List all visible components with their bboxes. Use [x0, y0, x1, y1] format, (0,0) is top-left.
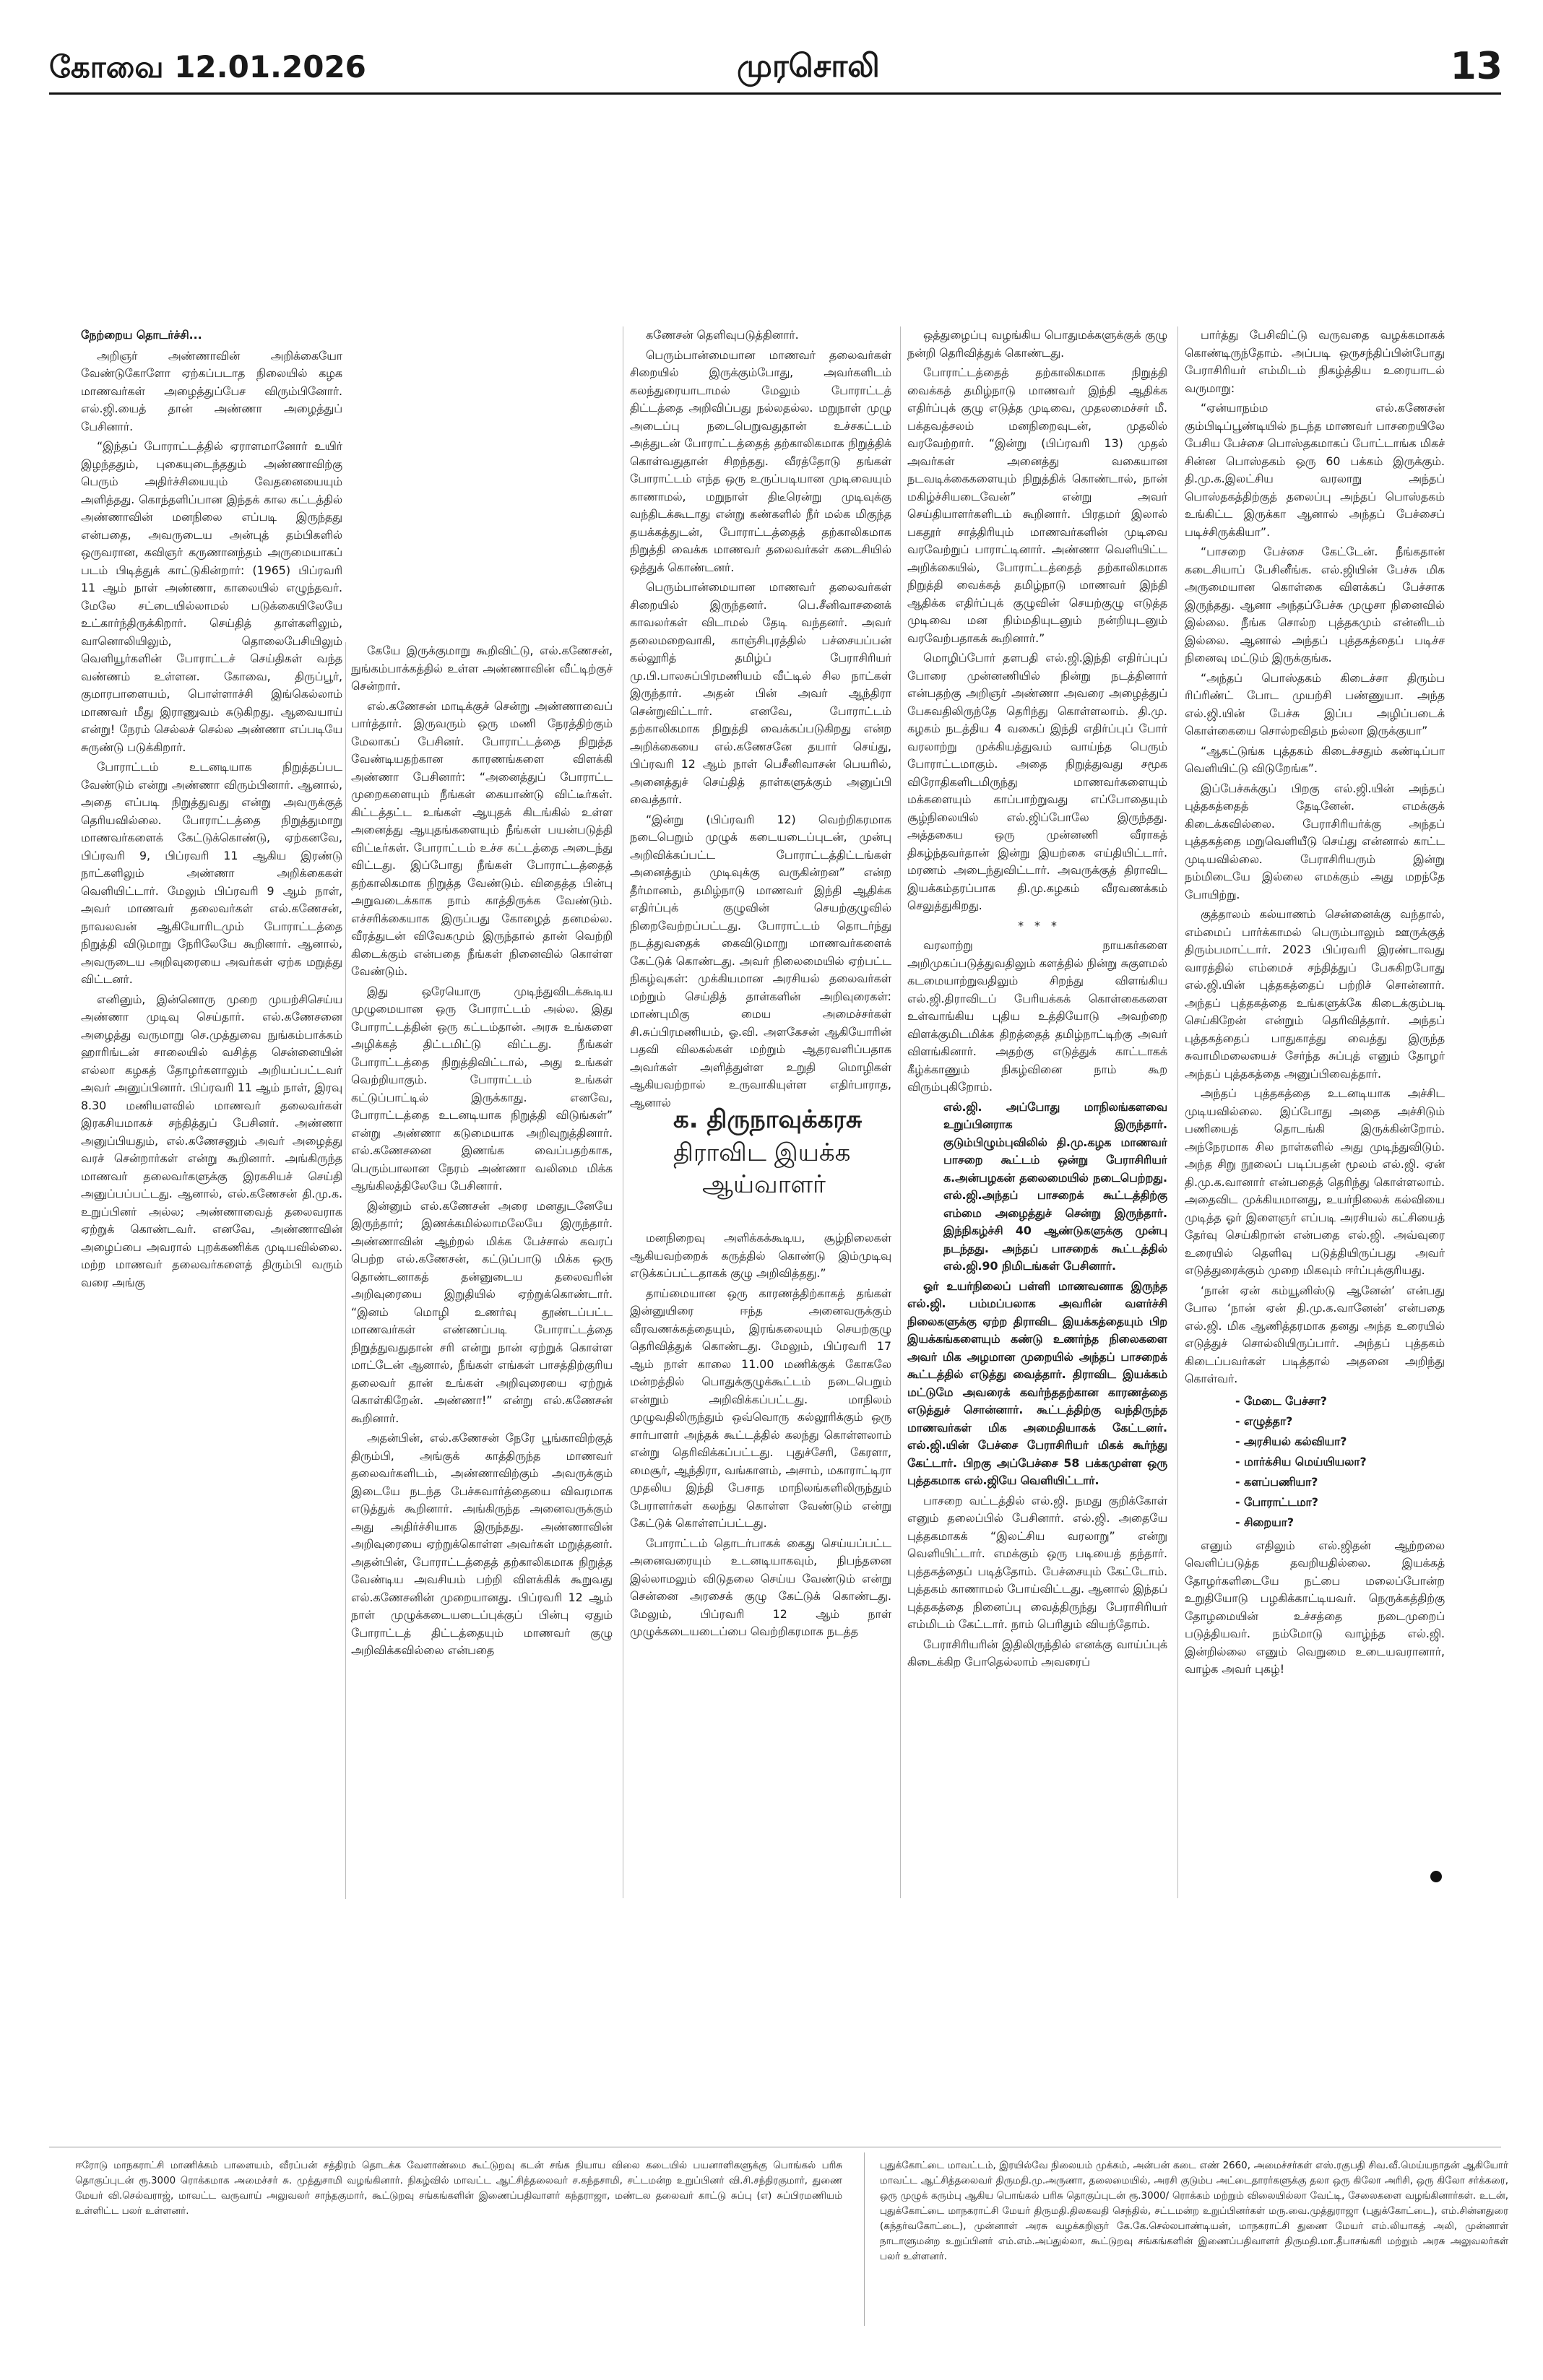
paragraph: கேயே இருக்குமாறு கூறிவிட்டு, எல்.கணேசன், நுங்கம்பாக்கத்தில் உள்ள அண்ணாவின் வீட்டிற்குச் சென்றார்.	[351, 644, 613, 693]
column-divider	[345, 642, 346, 1899]
closing-paragraph: எனும் எதிலும் எல்.ஜிதன் ஆற்றலை வெளிப்படுத்த தவறியதில்லை. இயக்கத் தோழர்களிடையே நட்பை மலைப்போன்ற உறுதியோடு பழகிக்காட்டியவர். நெருக்கத்திற்கு தோழமையின் உச்சத்தை நடைமுறைப் படுத்தியவர். நம்மோடு வாழ்ந்த எல்.ஜி. இன்றில்லை எனும் வெறுமை உடையவரானார், வாழ்க அவர் புகழ்!	[1185, 1538, 1445, 1676]
paragraph: அதன்பின், எல்.கணேசன் நேரே பூங்காவிற்குத் திரும்பி, அங்குக் காத்திருந்த மாணவர் தலைவர்களிடம், அண்ணாவிற்கும் அவருக்கும் இடையே நடந்த பேச்சுவார்த்தையை விவரமாக எடுத்துக் கூறினார். அங்கிருந்த அனைவருக்கும் அது அதிர்ச்சியாக இருந்தது. அண்ணாவின் அறிவுரையை ஏற்றுக்கொள்ள அவர்கள் மறுத்தனர். அதன்பின், போராட்டத்தைத் தற்காலிகமாக நிறுத்த வேண்டிய அவசியம் பற்றி விளக்கிக் கூறுவது எல்.கணேசனின் முறையானது. பிப்ரவரி 12 ஆம் நாள் முழுக்கடையடைப்புக்குப் பின்பு ஏதும் போராட்டத் திட்டத்தையும் மாணவர் குழு அறிவிக்கவில்லை என்பதை	[351, 1431, 613, 1657]
question-list	[1185, 1391, 1445, 1533]
photo-caption-pudukkottai: புதுக்கோட்டை மாவட்டம், இரயில்வே நிலையம் முக்கம், அன்பன் கடை எண் 2660, அமைச்சர்கள் எஸ்.ரகுபதி சிவ.வீ.மெய்யநாதன் ஆகியோர் மாவட்ட ஆட்சித்தலைவர் திருமதி.மு.அருணா, தலைமையில், அரசி குடும்ப அட்டைதாரர்களுக்கு தலா ஒரு கிலோ அரிசி, ஒரு கிலோ சர்க்கரை, ஒரு முழுக் கரும்பு ஆகிய பொங்கல் பரிசு தொகுப்புடன் ரூ.3000/ ரொக்கம் மற்றும் விலையில்லா வேட்டி, சேலைகளை வழங்கினார்கள். உடன், புதுக்கோட்டை மாநகராட்சி மேயர் திருமதி.திலகவதி செந்தில், சட்டமன்ற உறுப்பினர்கள் மரு.வை.முத்துராஜா (புதுக்கோட்டை), எம்.சின்னதுரை (கந்தர்வகோட்டை), முன்னாள் அரசு வழக்கறிஞர் கே.கே.செல்லபாண்டியன், மாநகராட்சி துணை மேயர் எம்.லியாகத் அலி, முன்னாள் நாடாளுமன்ற உறுப்பினர் எம்.எம்.அப்துல்லா, கூட்டுறவு சங்கங்களின் இணைப்பதிவாளர் திருமதி.மா.தீபாசங்கரி மற்றும் அரசு அலுவலர்கள் பலர் உள்ளனர்.	[880, 2160, 1508, 2262]
article-column-1	[81, 326, 342, 1898]
paragraph: போராட்டம் உடனடியாக நிறுத்தப்பட வேண்டும் என்று அண்ணா விரும்பினார். ஆனால், அதை எப்படி நிறுத்துவது என்று அவருக்குத் தெரியவில்லை. போராட்டத்தை நிறுத்துமாறு மாணவர்களைக் கேட்டுக்கொண்டு, ஏற்கனவே, பிப்ரவரி 9, பிப்ரவரி 11 ஆகிய இரண்டு நாட்களிலும் அண்ணா அறிக்கைகள் வெளியிட்டார். மேலும் பிப்ரவரி 9 ஆம் நாள், அவர் மாணவர் தலைவர்கள் எல்.கணேசன், நாவலவன் ஆகியோரிடமும் போராட்டத்தை நிறுத்தி விடுமாறு நேரிலேயே கூறினார். ஆனால், அவருடைய அறிவுரையை அவர்கள் ஏற்க மறுத்து விட்டனர்.	[81, 760, 342, 986]
paragraph: “இன்று (பிப்ரவரி 12) வெற்றிகரமாக நடைபெறும் முழுக் கடையடைப்புடன், முன்பு அறிவிக்கப்பட்ட போராட்டத்திட்டங்கள் அனைத்தும் முடிவுக்கு வருகின்றன” என்ற தீர்மானம், தமிழ்நாடு மாணவர் இந்தி ஆதிக்க எதிர்ப்புக் குழுவின் செயற்குழுவில் நிறைவேற்றப்பட்டது. போராட்டம் தொடர்ந்து நடத்துவதைக் கைவிடுமாறு மாணவர்களைக் கேட்டுக் கொண்டது. அவர் நிலைமையில் ஏற்பட்ட நிகழ்வுகள்: முக்கியமான அரசியல் தலைவர்கள் மற்றும் செய்தித் தாள்களின் அறிவுரைகள்: மாண்புமிகு மைய அமைச்சர்கள் சி.சுப்பிரமணியம், ஓ.வி. அளகேசன் ஆகியோரின் பதவி விலகல்கள் மற்றும் ஆதரவளிப்பதாக அவர்கள் அளித்துள்ள உறுதி மொழிகள் ஆகியவற்றால் உருவாகியுள்ள எதிர்பாராத, ஆனால்	[630, 812, 891, 1109]
list-item: - அரசியல் கல்வியா?	[1235, 1434, 1347, 1448]
author-byline	[673, 1104, 890, 1200]
header-rule	[49, 92, 1501, 95]
paragraph: ஒத்துழைப்பு வழங்கிய பொதுமக்களுக்குக் குழு நன்றி தெரிவித்துக் கொண்டது.	[907, 328, 1167, 360]
paragraph: அந்தப் புத்தகத்தை உடனடியாக அச்சிட முடியவில்லை. இப்போது அதை அச்சிடும் பணியைத் தொடங்கி இருக்கின்றோம். அந்நேரமாக சில நாள்களில் அது முடிந்துவிடும். அந்த சிறு நூலைப் படிப்பதன் மூலம் எல்.ஜி. ஏன் தி.மு.க.வானார் என்பதைத் தெரிந்து கொள்ளலாம். அதைவிட முக்கியமானது, உயர்நிலைக் கல்வியை முடித்த ஓர் இளைஞர் எப்படி அரசியல் கட்சியைத் தேர்வு செய்கிறான் என்பதை எல்.ஜி. அவ்வுரை உரையில் தெளிவு படுத்தியிருப்பது அவர் எடுத்துரைக்கும் முறை மிகவும் ஈர்ப்புக்குரியது.	[1185, 1086, 1445, 1277]
photo-caption-erode: ஈரோடு மாநகராட்சி மாணிக்கம் பாளையம், வீரப்பன் சத்திரம் தொடக்க வேளாண்மை கூட்டுறவு கடன் சங்க நியாய விலை கடையில் பயனாளிகளுக்கு பொங்கல் பரிசு தொகுப்புடன் ரூ.3000 ரொக்கமாக அமைச்சர் சு. முத்துசாமி வழங்கினார். நிகழ்வில் மாவட்ட ஆட்சித்தலைவர் ச.கந்தசாமி, சட்டமன்ற உறுப்பினர் வி.சி.சந்திரகுமார், துணை மேயர் வி.செல்வராஜ், மாவட்ட வருவாய் அலுவலர் சாந்தகுமார், கூட்டுறவு சங்கங்களின் இணைப்பதிவாளர் கந்தராஜா, மண்டல தலைவர் காட்டு சுப்பு (எ) சுப்பிரமணியம் உள்ளிட்ட பலர் உள்ளனர்.	[75, 2160, 842, 2217]
paragraph: தாய்மையான ஒரு காரணத்திற்காகத் தங்கள் இன்னுயிரை ஈந்த அனைவருக்கும் வீரவணக்கத்தையும், இரங்கலையும் செயற்குழு தெரிவித்துக் கொண்டது. மேலும், பிப்ரவரி 17 ஆம் நாள் காலை 11.00 மணிக்குக் கோகலே மன்றத்தில் பொதுக்குழுக்கூட்டம் நடைபெறும் என்றும் அறிவிக்கப்பட்டது. மாநிலம் முழுவதிலிருந்தும் ஒவ்வொரு கல்லூரிக்கும் ஒரு சார்பாளர் அந்தக் கூட்டத்தில் கலந்து கொள்ளலாம் என்று தெரிவிக்கப்பட்டது. புதுச்சேரி, கேரளா, மைசூர், ஆந்திரா, வங்காளம், அசாம், மகாராட்டிரா முதலிய இந்தி பேசாத மாநிலங்களிலிருந்தும் பேராளர்கள் கலந்து கொள்ள வேண்டும் என்று கேட்டுக் கொள்ளப்பட்டது.	[630, 1286, 891, 1530]
paragraph: பாசறை வட்டத்தில் எல்.ஜி. நமது குறிக்கோள் எனும் தலைப்பில் பேசினார். எல்.ஜி. அதையே புத்தகமாகக் “இலட்சிய வரலாறு” என்று வெளியிட்டார். எமக்கும் ஒரு படியைத் தந்தார். புத்தகத்தைப் படித்தோம். பேச்சையும் கேட்டோம். புத்தகம் காணாமல் போய்விட்டது. ஆனால் இந்தப் புத்தகத்தை நினைப்பு வைத்திருந்து பேராசிரியர் எம்மிடம் கேட்டார். நாம் பெரிதும் வியந்தோம்.	[907, 1493, 1167, 1631]
list-item: - மார்க்சிய மெய்யியலா?	[1235, 1454, 1367, 1468]
paragraph: எல்.கணேசன் மாடிக்குச் சென்று அண்ணாவைப் பார்த்தார். இருவரும் ஒரு மணி நேரத்திற்கும் மேலாகப் பேசினர். போராட்டத்தை நிறுத்த வேண்டியதற்கான காரணங்களை விளக்கி அண்ணா பேசினார்: “அனைத்துப் போராட்ட முறைகளையும் நீங்கள் கையாண்டு விட்டீர்கள். கிட்டத்தட்ட உங்கள் ஆயுதக் கிடங்கில் உள்ள அனைத்து ஆயுதங்களையும் நீங்கள் பயன்படுத்தி விட்டீர்கள். போராட்டம் உச்ச கட்டத்தை அடைந்து விட்டது. இப்போது நீங்கள் போராட்டத்தைத் தற்காலிகமாக நிறுத்த வேண்டும். விதைத்த பின்பு அறுவடைக்காக நாம் காத்திருக்க வேண்டும். எச்சரிக்கையாக இருப்பது கோழைத் தனமல்ல. வீரத்துடன் விவேகமும் இருந்தால் தான் வெற்றி கிடைக்கும் என்பதை நீங்கள் நினைவில் கொள்ள வேண்டும்.	[351, 698, 613, 978]
paragraph: போராட்டம் தொடர்பாகக் கைது செய்யப்பட்ட அனைவரையும் உடனடியாகவும், நிபந்தனை இல்லாமலும் விடுதலை செய்ய வேண்டும் என்று சென்னை அரசைக் குழு கேட்டுக் கொண்டது. மேலும், பிப்ரவரி 12 ஆம் நாள் முழுக்கடையடைப்பை வெற்றிகரமாக நடத்த	[630, 1536, 891, 1638]
paragraph: வரலாற்று நாயகர்களை அறிமுகப்படுத்துவதிலும் களத்தில் நின்று சுகுளமல் கடமையாற்றுவதிலும் சிறந்து விளங்கிய எல்.ஜி.திராவிடப் பேரியக்கக் கொள்கைகளை உள்வாங்கிய புதிய உத்தியோடு அவற்றை விளக்குமிடமிக்க திறத்தைத் தமிழ்நாட்டிற்கு அவர் விளங்கினார். அதற்கு எடுத்துக் காட்டாகக் கீழ்க்காணும் நிகழ்வினை நாம் கூற விரும்புகிறோம்.	[907, 938, 1167, 1094]
highlighted-paragraph: எல்.ஜி. அப்போது மாநிலங்களவை உறுப்பினராக இருந்தார். குடும்பிழும்புவிலில் தி.மு.கழக மாணவர் பாசறை கூட்டம் ஒன்று பேராசிரியர் க.அன்பழகன் தலைமையில் நடைபெற்றது. எல்.ஜி.அந்தப் பாசறைக் கூட்டத்திற்கு எம்மை அழைத்துச் சென்று இருந்தார். இந்நிகழ்ச்சி 40 ஆண்டுகளுக்கு முன்பு நடந்தது. அந்தப் பாசறைக் கூட்டத்தில் எல்.ஜி.90 நிமிடங்கள் பேசினார்.	[943, 1099, 1167, 1273]
list-item: - களப்பணியா?	[1235, 1474, 1318, 1489]
paragraph: பார்த்து பேசிவிட்டு வருவதை வழக்கமாகக் கொண்டிருந்தோம். அப்படி ஒருசந்திப்பின்போது பேராசிரியர் எம்மிடம் நிகழ்த்திய உரையாடல் வருமாறு:	[1185, 328, 1445, 395]
paragraph: பேராசிரியரின் இதிலிருந்தில் எனக்கு வாய்ப்புக் கிடைக்கிற போதெல்லாம் அவரைப்	[907, 1637, 1167, 1669]
paragraph: கணேசன் தெளிவுபடுத்தினார்.	[646, 328, 799, 342]
city-date: கோவை 12.01.2026	[49, 49, 366, 85]
paragraph: பெரும்பான்மையான மாணவர் தலைவர்கள் சிறையில் இருக்கும்போது, அவர்களிடம் கலந்துரையாடாமல் மேலும் போராட்டத் திட்டத்தை அறிவிப்பது நல்லதல்ல. மறுநாள் முழு அடைப்பு நடைபெறுவதுதான் உச்சகட்டம் அத்துடன் போராட்டத்தைத் தற்காலிகமாக நிறுத்திக் கொள்வதுதான் சிறந்தது. வீரத்தோடு தங்கள் போராட்டம் எந்த ஒரு உருப்படியான முடிவையும் காணாமல், மறுநாள் திடீரென்று முடிவுக்கு வந்திடக்கூடாது என்று கண்களில் நீர் மல்க மிகுந்த தயக்கத்துடன், போராட்டத்தைத் தற்காலிகமாக நிறுத்தி வைக்க மாணவர் தலைவர்கள் கடைசியில் ஒத்துக் கொண்டனர்.	[630, 347, 891, 574]
paragraph: மனநிறைவு அளிக்கக்கூடிய, சூழ்நிலைகள் ஆகியவற்றைக் கருத்தில் கொண்டு இம்முடிவு எடுக்கப்பட்டதாகக் குழு அறிவித்தது.”	[630, 1231, 891, 1280]
paragraph: “ஆகட்டுங்க புத்தகம் கிடைச்சதும் கண்டிப்பா வெளியிட்டு விடுறேங்க”.	[1185, 743, 1445, 775]
newspaper-name: முரசொலி	[737, 48, 880, 85]
paragraph: “ஏன்யாநம்ம எல்.கணேசன் கும்பிடிப்பூண்டியில் நடந்த மாணவர் பாசறையிலே பேசிய பேச்சை பொஸ்தகமாகப் போட்டாங்க மிகச் சின்ன பொஸ்தகம் ஒரு 60 பக்கம் இருக்கும். தி.மு.க.இலட்சிய வரலாறு அந்தப் பொஸ்தகத்திற்குத் தலைப்பு அந்தப் பொஸ்தகம் உங்கிட்ட இருக்கா ஆனால் அந்தப் பேச்சைப் படிச்சிருக்கியா”.	[1185, 401, 1445, 539]
paragraph: இது ஒரேயொரு முடிந்துவிடக்கூடிய முழுமையான ஒரு போராட்டம் அல்ல. இது போராட்டத்தின் ஒரு கட்டம்தான். அரசு உங்களை அழிக்கத் திட்டமிட்டு விட்டது. நீங்கள் போராட்டத்தை நிறுத்திவிட்டால், அது உங்கள் வெற்றியாகும். போராட்டம் உங்கள் கட்டுப்பாட்டில் இருக்காது. எனவே, போராட்டத்தை உடனடியாக நிறுத்தி விடுங்கள்” என்று அண்ணா கடுமையாக அறிவுறுத்தினார். எல்.கணேசனை இணங்க வைப்பதற்காக, பெரும்பாலான நேரம் அண்ணா வலிமை மிக்க ஆங்கிலத்திலேயே பேசினார்.	[351, 984, 613, 1193]
paragraph: போராட்டத்தைத் தற்காலிகமாக நிறுத்தி வைக்கத் தமிழ்நாடு மாணவர் இந்தி ஆதிக்க எதிர்ப்புக் குழு எடுத்த முடிவை, முதலமைச்சர் மீ. பக்தவத்சலம் மனநிறைவுடன், முதலில் வரவேற்றார். “இன்று (பிப்ரவரி 13) முதல் அவர்கள் அனைத்து வகையான நடவடிக்கைகளையும் நிறுத்திக் கொண்டால், நான் மகிழ்ச்சியடைவேன்” என்று அவர் செய்தியாளர்களிடம் கூறினார். பிரதமர் இலால் பகதூர் சாத்திரியும் மாணவர்களின் முடிவை வரவேற்றுப் பாராட்டினார். அண்ணா வெளியிட்ட அறிக்கையில், போராட்டத்தைத் தற்காலிகமாக நிறுத்தி வைக்கத் தமிழ்நாடு மாணவர் இந்தி ஆதிக்க எதிர்ப்புக் குழுவின் செயற்குழு எடுத்த முடிவை மன நிம்மதியுடனும் நன்றியுடனும் வரவேற்பதாகக் கூறினார்.”	[907, 365, 1167, 645]
page-number: 13	[1450, 45, 1503, 88]
paragraph: இன்னும் எல்.கணேசன் அரை மனதுடனேயே இருந்தார்; இணக்கமில்லாமலேயே இருந்தார். அண்ணாவின் ஆற்றல் மிக்க பேச்சால் கவரப் பெற்ற எல்.கணேசன், கட்டுப்பாடு மிக்க ஒரு தொண்டனாகத் தன்னுடைய தலைவரின் அறிவுரையை இறுதியில் ஏற்றுக்கொண்டார். “இனம் மொழி உணர்வு தூண்டப்பட்ட மாணவர்கள் எண்ணப்படி போராட்டத்தை நிறுத்துவதுதான் சரி என்று நான் ஏற்றுக் கொள்ள மாட்டேன் ஆனால், நீங்கள் எங்கள் பாசத்திற்குரிய தலைவர் தான் உங்கள் அறிவுரையை ஏற்றுக் கொள்கிறேன். அண்ணா!” என்று எல்.கணேசன் கூறினார்.	[351, 1198, 613, 1425]
author-name: க. திருநாவுக்கரசு	[673, 1105, 863, 1134]
paragraph: எனினும், இன்னொரு முறை முயற்சிசெய்ய அண்ணா முடிவு செய்தார். எல்.கணேசனை அழைத்து வருமாறு செ.முத்துவை நுங்கம்பாக்கம் ஹாரிங்டன் சாலையில் வசித்த சென்னையின் எல்லா கழகத் தோழர்களாலும் அறியப்பட்டவர் அவர் அனுப்பினார். பிப்ரவரி 11 ஆம் நாள், இரவு 8.30 மணியளவில் மாணவர் தலைவர்கள் இரகசியமாகச் சந்தித்துப் பேசினர். அண்ணா அனுப்பியதும், எல்.கணேசனும் அவர் அழைத்து வரச் சென்றார்கள் என்று கூறினார். அங்கிருந்த மாணவர் தலைவர்களுக்கு இரகசியச் செய்தி அனுப்பப்பட்டது. ஆனால், எல்.கணேசன் தி.மு.க. உறுப்பினர் அல்ல; அண்ணாவைத் தலைவராக ஏற்றுக் கொண்டவர். எனவே, அண்ணாவின் அழைப்பை அவரால் புறக்கணிக்க முடியவில்லை. மற்ற மாணவர் தலைவர்களைத் திரும்பி வரும் வரை அங்கு	[81, 992, 342, 1289]
paragraph: பெரும்பான்மையான மாணவர் தலைவர்கள் சிறையில் இருந்தனர். பெ.சீனிவாசனைக் காவலர்கள் விடாமல் தேடி வந்தனர். அவர் தலைமறைவாகி, காஞ்சிபுரத்தில் பச்சையப்பன் கல்லூரித் தமிழ்ப் பேராசிரியர் மு.பி.பாலசுப்பிரமணியம் வீட்டில் சில நாட்கள் இருந்தார். அதன் பின் அவர் ஆந்திரா சென்றுவிட்டார். எனவே, போராட்டம் தற்காலிகமாக நிறுத்தி வைக்கப்படுகிறது என்ற அறிக்கையை எல்.கணேசனே தயார் செய்து, பிப்ரவரி 12 ஆம் நாள் பெசீனிவாசன் பெயரில், அனைத்துச் செய்தித் தாள்களுக்கும் அனுப்பி வைத்தார்.	[630, 580, 891, 806]
article-column-2	[351, 642, 613, 1899]
caption-divider	[864, 2152, 865, 2326]
paragraph: “பாசறை பேச்சை கேட்டேன். நீங்கதான் கடைசியாப் பேசினீங்க. எல்.ஜியின் பேச்சு மிக அருமையான கொள்கை விளக்கப் பேச்சாக இருந்தது. ஆனா அந்தப்பேச்சு முழுசா நினைவில் இல்லை. நீங்க சொல்ற புத்தகமும் என்னிடம் இல்லை. ஆனால் அந்தப் புத்தகத்தைப் படிச்ச நினைவு மட்டும் இருக்குங்க.	[1185, 545, 1445, 665]
list-item: - சிறையா?	[1235, 1515, 1295, 1529]
paragraph: ‘நான் ஏன் கம்யூனிஸ்டு ஆனேன்’ என்பது போல ‘நான் ஏன் தி.மு.க.வானேன்’ என்பதை எல்.ஜி. மிக ஆணித்தரமாக தனது அந்த உரையில் எடுத்துச் சொல்லியிருப்பார். அந்தப் புத்தகம் கிடைப்பவர்கள் படித்தால் அதனை அறிந்து கொள்வர்.	[1185, 1283, 1445, 1385]
list-item: - போராட்டமா?	[1235, 1494, 1318, 1509]
paragraph: “இந்தப் போராட்டத்தில் ஏராளமானோர் உயிர் இழந்ததும், புகையுடைந்ததும் அண்ணாவிற்கு பெரும் அதிர்ச்சியையும் வேதனையையும் அளித்தது. கொந்தளிப்பான இந்தக் கால கட்டத்தில் அண்ணாவின் மனநிலை எப்படி இருந்தது என்பதை, அவருடைய அன்புத் தம்பிகளில் ஒருவரான, கவிஞர் கருணானந்தம் அருமையாகப் படம் பிடித்துக் காட்டுகின்றார்: (1965) பிப்ரவரி 11 ஆம் நாள் அண்ணா, காலையில் எழுந்தவர். மேலே சட்டையில்லாமல் படுக்கையிலேயே உட்கார்ந்திருக்கிறார். செய்தித் தாள்களிலும், வானொலியிலும், தொலைபேசியிலும் வெளியூர்களின் போராட்டச் செய்திகள் வந்த வண்ணம் உள்ளன. கோவை, திருப்பூர், குமாரபாளையம், பொள்ளாச்சி இங்கெல்லாம் மாணவர் மீது இராணுவம் சுடுகிறது. ஆவையாய் என்று! நேரம் செல்லச் செல்ல அண்ணா எப்படியே சுருண்டு படுக்கிறார்.	[81, 439, 342, 754]
article-column-4	[907, 326, 1167, 1898]
list-item: - எழுத்தா?	[1235, 1414, 1293, 1428]
paragraph: மொழிப்போர் தளபதி எல்.ஜி.இந்தி எதிர்ப்புப் போரை முன்னணியில் நின்று நடத்தினார் என்பதற்கு அறிஞர் அண்ணா அவரை அழைத்துப் பேசுவதிலிருந்தே தெரிந்து கொள்ளலாம். தி.மு. கழகம் நடத்திய 4 வகைப் இந்தி எதிர்ப்புப் போர் வரலாற்று முக்கியத்துவம் வாய்ந்த பெரும் போராட்டமாகும். அதை நிறுத்துவது சமூக விரோதிகளிடமிருந்து மாணவர்களையும் மக்களையும் காப்பாற்றுவது எப்போதையும் சூழ்நிலையில் எல்.ஜிப்போலே இருந்தது. அத்தகைய ஒரு முன்னணி வீராகத் திகழ்ந்தவர்தான் இன்று இயற்கை எய்தியிட்டார். மரணம் அடைந்துவிட்டார். அவருக்குத் திராவிட இயக்கம்தரப்பாக தி.மு.கழகம் வீரவணக்கம் செலுத்துகிறது.	[907, 651, 1167, 912]
end-of-article-dot	[1430, 1871, 1442, 1882]
paragraph: அறிஞர் அண்ணாவின் அறிக்கையோ வேண்டுகோளோ ஏற்கப்படாத நிலையில் கழக மாணவர்கள் அழைத்துப்பேச விரும்பினோர். எல்.ஜி.யைத் தான் அண்ணா அழைத்துப் பேசினார்.	[81, 348, 342, 433]
paragraph: குத்தாலம் கல்யாணம் சென்னைக்கு வந்தால், எம்மைப் பார்க்காமல் பெரும்பாலும் ஊருக்குத் திரும்பமாட்டார். 2023 பிப்ரவரி இரண்டாவது வாரத்தில் எம்மைச் சந்தித்துப் பேசுகிறபோது எல்.ஜி.யின் புத்தகத்தைப் பற்றிச் சொன்னார். அந்தப் புத்தகத்தை உங்களுக்கே கிடைக்கும்படி செய்கிறேன் என்றும் தெரிவித்தார். அந்தப் புத்தகத்தைப் பாதுகாத்து வைத்து இருந்த சுவாமிமலையைச் சேர்ந்த சுப்புத் எனும் தோழர் அந்தப் புத்தகத்தை அனுப்பிவைத்தார்.	[1185, 907, 1445, 1081]
highlighted-paragraph: ஓர் உயர்நிலைப் பள்ளி மாணவனாக இருந்த எல்.ஜி. பம்மப்பலாக அவரின் வளர்ச்சி நிலைகளுக்கு ஏற்ற திராவிட இயக்கத்தையும் பிற இயக்கங்களையும் கண்டு உணர்ந்த நிலைகளை அவர் மிக அழமான முறையில் அந்தப் பாசறைக் கூட்டத்தில் எடுத்து வைத்தார். திராவிட இயக்கம் மட்டுமே அவரைக் கவர்ந்ததற்கான காரணத்தை எடுத்துச் சொன்னார். கூட்டத்திற்கு வந்திருந்த மாணவர்கள் மிக அமைதியாகக் கேட்டனர். எல்.ஜி.யின் பேச்சை பேராசிரியர் மிகக் கூர்ந்து கேட்டார். பிறகு அப்பேச்சை 58 பக்கமுள்ள ஒரு புத்தகமாக எல்.ஜியே வெளியிட்டார்.	[907, 1278, 1167, 1487]
article-column-5	[1185, 326, 1445, 1898]
column-divider	[1177, 326, 1178, 1898]
list-item: - மேடை பேச்சா?	[1235, 1393, 1327, 1408]
author-role-line2: ஆய்வாளர்	[702, 1170, 826, 1199]
continuation-subhead: நேற்றைய தொடர்ச்சி...	[81, 328, 202, 342]
section-divider: * * *	[1018, 918, 1057, 932]
page-header	[0, 0, 1543, 87]
author-role-line1: திராவிட இயக்க	[673, 1138, 851, 1167]
paragraph: இப்பேச்சுக்குப் பிறகு எல்.ஜி.யின் அந்தப் புத்தகத்தைத் தேடினேன். எமக்குக் கிடைக்கவில்லை. பேராசிரியர்க்கு அந்தப் புத்தகத்தை மறுவெளியீடு செய்து என்னால் காட்ட முடியவில்லை. பேராசிரியரும் இன்று நம்மிடையே இல்லை எமக்கும் அது மறந்தே போயிற்று.	[1185, 781, 1445, 901]
paragraph: “அந்தப் பொஸ்தகம் கிடைச்சா திரும்ப ரிப்ரிண்ட் போட முயற்சி பண்ணுயா. அந்த எல்.ஜி.யின் பேச்சு இப்ப அழிப்படைக் கொள்கையை சொல்றவிதம் நல்லா இருக்குயா”	[1185, 670, 1445, 737]
column-divider	[900, 326, 901, 1898]
